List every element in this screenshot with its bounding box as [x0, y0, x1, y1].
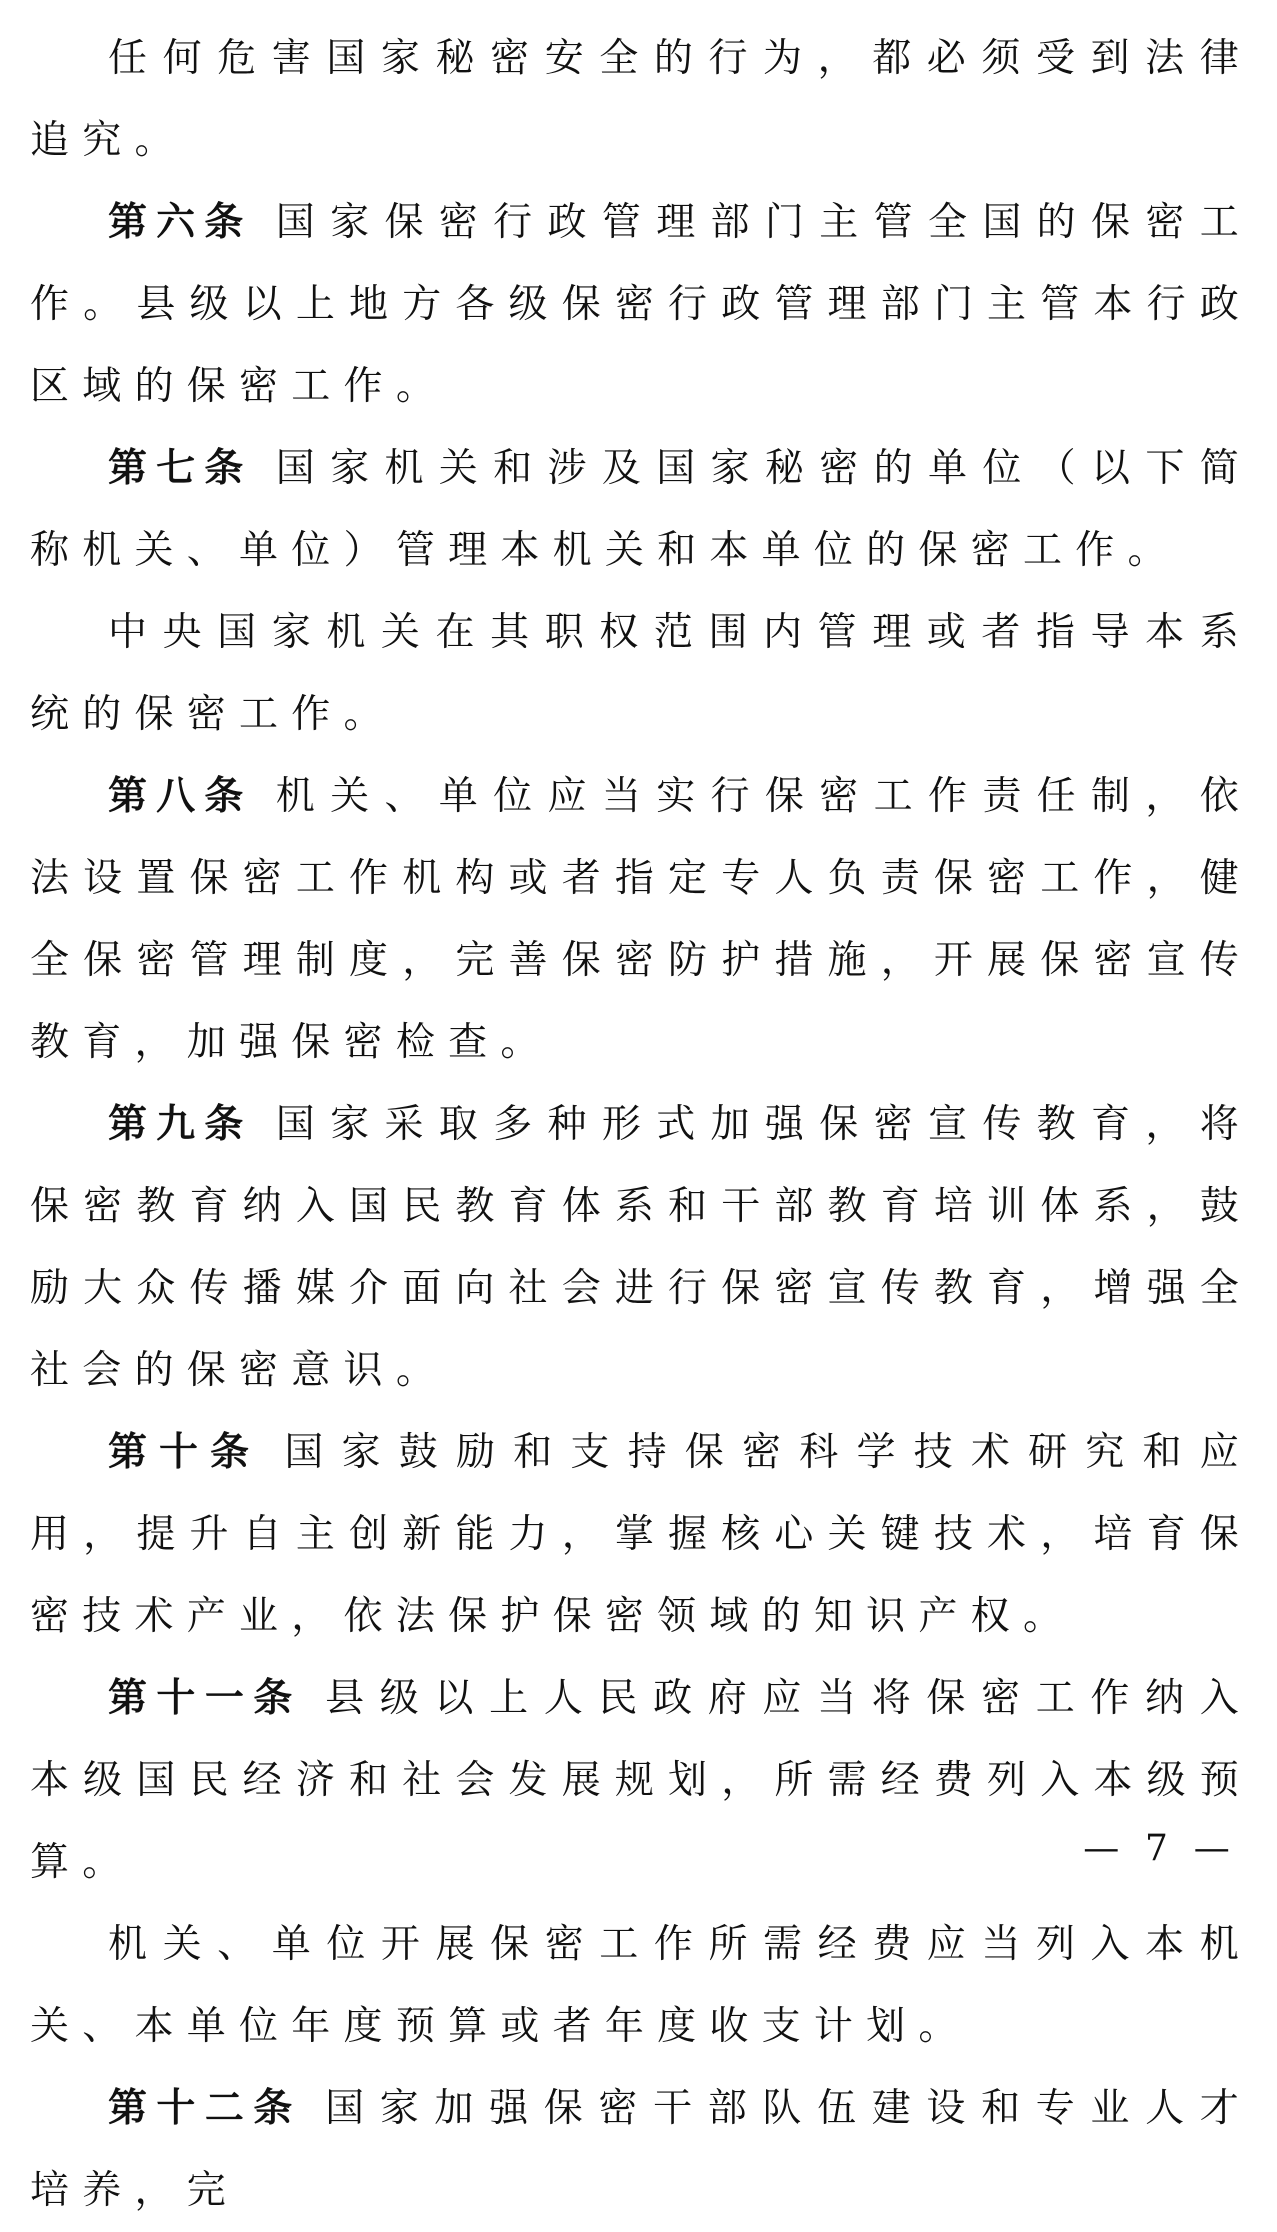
article-8 [30, 756, 1252, 1084]
article-heading: 第七条 [108, 446, 253, 491]
paragraph-text: 国家鼓励和支持保密科学技术研究和应用，提升自主创新能力，掌握核心关键技术，培育保密技术产业，依法保护保密领域的知识产权。 [30, 1430, 1252, 1639]
document-body [30, 18, 1252, 2232]
article-heading: 第十条 [108, 1430, 261, 1475]
paragraph-text: 机关、单位开展保密工作所需经费应当列入本机关、本单位年度预算或者年度收支计划。 [30, 1922, 1252, 2049]
paragraph-text: 任何危害国家秘密安全的行为，都必须受到法律追究。 [30, 36, 1252, 163]
paragraph-text: 县级以上人民政府应当将保密工作纳入本级国民经济和社会发展规划，所需经费列入本级预算。 [30, 1676, 1252, 1885]
article-heading: 第八条 [108, 774, 253, 819]
paragraph-continuation [30, 18, 1252, 182]
article-heading: 第九条 [108, 1102, 253, 1147]
article-11-paragraph-2 [30, 1904, 1252, 2068]
paragraph-text: 机关、单位应当实行保密工作责任制，依法设置保密工作机构或者指定专人负责保密工作，健全保密管理制度，完善保密防护措施，开展保密宣传教育，加强保密检查。 [30, 774, 1252, 1065]
article-heading: 第六条 [108, 200, 253, 245]
article-6 [30, 182, 1252, 428]
article-9 [30, 1084, 1252, 1412]
article-heading: 第十一条 [108, 1676, 302, 1721]
article-heading: 第十二条 [108, 2086, 302, 2131]
article-7 [30, 428, 1252, 592]
paragraph-text: 中央国家机关在其职权范围内管理或者指导本系统的保密工作。 [30, 610, 1252, 737]
paragraph-text: 国家加强保密干部队伍建设和专业人才培养，完 [30, 2086, 1252, 2213]
paragraph-text: 国家保密行政管理部门主管全国的保密工作。县级以上地方各级保密行政管理部门主管本行政区域的保密工作。 [30, 200, 1252, 409]
paragraph-text: 国家采取多种形式加强保密宣传教育，将保密教育纳入国民教育体系和干部教育培训体系，鼓励大众传播媒介面向社会进行保密宣传教育，增强全社会的保密意识。 [30, 1102, 1252, 1393]
article-11 [30, 1658, 1252, 1904]
page-number: — 7 — [1083, 1828, 1237, 1869]
paragraph-text: 国家机关和涉及国家秘密的单位（以下简称机关、单位）管理本机关和本单位的保密工作。 [30, 446, 1252, 573]
article-12 [30, 2068, 1252, 2232]
article-7-paragraph-2 [30, 592, 1252, 756]
article-10 [30, 1412, 1252, 1658]
